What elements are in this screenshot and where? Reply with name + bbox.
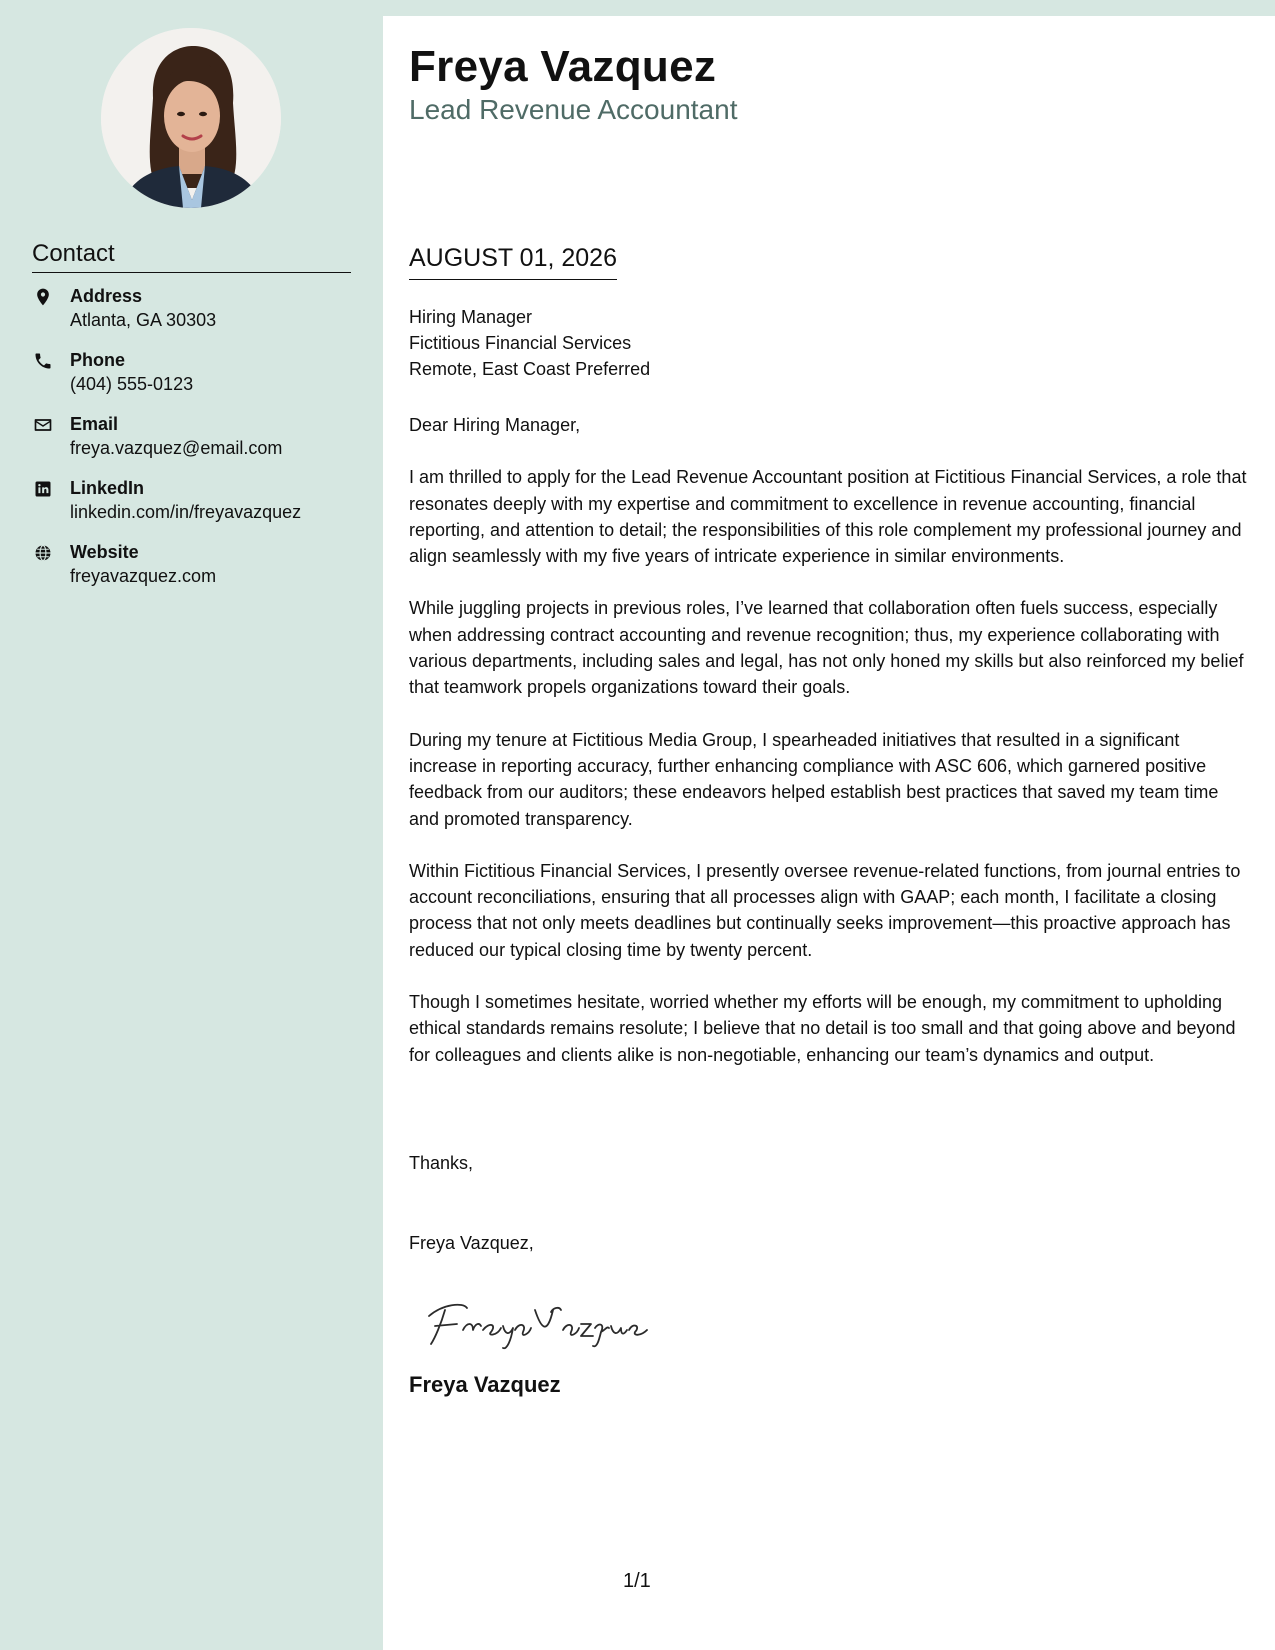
contact-label: LinkedIn [70, 478, 145, 498]
contact-label: Phone [70, 350, 126, 370]
email-value[interactable]: freya.vazquez@email.com [70, 438, 283, 458]
handwritten-signature [423, 1286, 653, 1356]
letter-main [383, 16, 1275, 1650]
linkedin-value[interactable]: linkedin.com/in/freyavazquez [70, 502, 302, 522]
recipient-line: Remote, East Coast Preferred [409, 359, 651, 379]
contact-item-email [32, 412, 372, 460]
recipient-block [409, 304, 650, 382]
paragraph: Within Fictitious Financial Services, I presently oversee revenue-related functions, from journal entries to account reconciliations, ensuring that all processes align with GAAP; each month, I facilitate a closing process that not only meets deadlines but continually seeks improvement—this proactive approach has reduced our typical closing time by twenty percent. [409, 860, 1241, 960]
paragraph: While juggling projects in previous roles, I’ve learned that collaboration often fuels success, especially when addressing contract accounting and revenue recognition; thus, my experience collaborating with various departments, including sales and legal, has not only honed my skills but also reinforced my belief that teamwork propels organizations toward their goals. [409, 598, 1244, 698]
contact-label: Website [70, 542, 139, 562]
sidebar [0, 0, 383, 1650]
contact-item-phone [32, 348, 372, 396]
contact-item-linkedin [32, 476, 372, 524]
contact-item-address [32, 284, 372, 332]
contact-label: Email [70, 414, 119, 434]
applicant-name: Freya Vazquez [409, 42, 717, 91]
linkedin-icon [32, 478, 54, 500]
phone-icon [32, 350, 54, 372]
profile-photo-image [101, 28, 281, 208]
paragraph: I am thrilled to apply for the Lead Revenue Accountant position at Fictitious Financial Services, a role that resonates deeply with my expertise and commitment to excellence in revenue accounting, financial reporting, and attention to detail; the responsibilities of this role complement my professional journey and align seamlessly with my five years of intricate experience in similar environments. [409, 467, 1247, 567]
contact-item-website [32, 540, 372, 588]
recipient-line: Fictitious Financial Services [409, 333, 632, 353]
paragraph: During my tenure at Fictitious Media Group, I spearheaded initiatives that resulted in a significant increase in reporting accuracy, further enhancing compliance with ASC 606, which garnered positive feedback from our auditors; these endeavors helped establish best practices that saved my team time and promoted transparency. [409, 729, 1219, 829]
job-title: Lead Revenue Accountant [409, 94, 738, 125]
map-pin-icon [32, 286, 54, 308]
paragraph: Though I sometimes hesitate, worried whether my efforts will be enough, my commitment to upholding ethical standards remains resolute; I believe that no detail is too small and that going above and beyond for colleagues and clients alike is non-negotiable, enhancing our team’s dynamics and output. [409, 992, 1236, 1065]
page-number: 1/1 [623, 1570, 651, 1592]
recipient-line: Hiring Manager [409, 307, 533, 327]
address-value: Atlanta, GA 30303 [70, 310, 217, 330]
globe-icon [32, 542, 54, 564]
contact-heading: Contact [32, 240, 351, 273]
sign-off-name: Freya Vazquez, [409, 1233, 534, 1253]
website-value[interactable]: freyavazquez.com [70, 566, 217, 586]
salutation: Dear Hiring Manager, [409, 415, 581, 435]
typed-name: Freya Vazquez [409, 1372, 561, 1397]
phone-value[interactable]: (404) 555-0123 [70, 374, 194, 394]
contact-label: Address [70, 286, 143, 306]
contact-list [32, 284, 372, 604]
profile-photo [101, 28, 281, 208]
letter-body [409, 412, 1251, 1094]
letter-date: AUGUST 01, 2026 [409, 244, 617, 280]
closing: Thanks, [409, 1153, 474, 1173]
envelope-icon [32, 414, 54, 436]
